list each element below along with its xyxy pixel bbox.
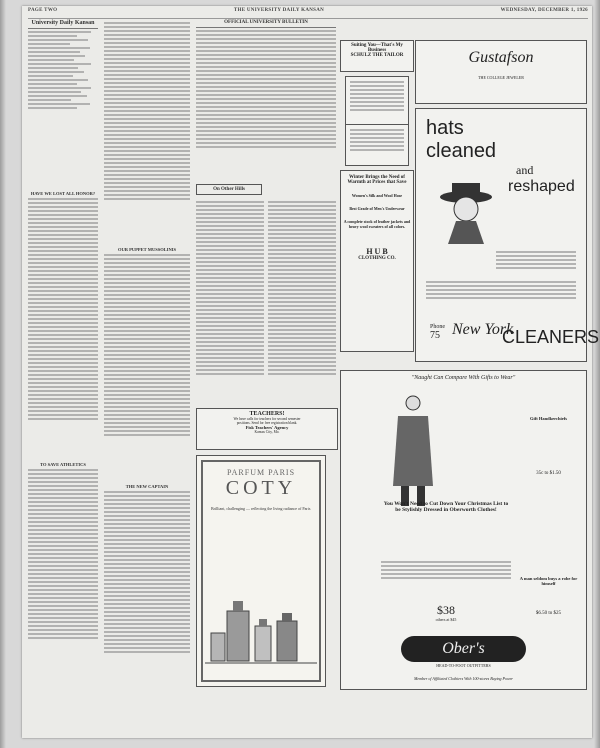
phone-number: 75 [430, 330, 440, 341]
gustafson-jeweler-ad [415, 40, 587, 104]
winter-title: Winter Brings the Need of Warmth at Prices that Save [347, 175, 407, 185]
teachers-city: Kansas City, Mo. [254, 430, 280, 434]
on-other-hills-box [196, 184, 262, 195]
hub-clothing-ad [340, 170, 414, 352]
ober-footer: Member of Affiliated Clothiers With 100-stores Buying Power [414, 676, 513, 681]
col2-heading-2: THE NEW CAPTAIN [125, 484, 169, 489]
coty-perfume-ad [196, 455, 326, 687]
and-word: and [516, 163, 534, 177]
schulz-line-1: Suiting You—That's My [351, 43, 403, 48]
schulz-tailor-ad [340, 40, 414, 72]
teachers-line-1: We have calls for teachers for second semester [233, 417, 301, 421]
bulletin-column [196, 20, 336, 430]
coty-text: Brilliant, challenging — reflecting the living radiance of Paris [211, 506, 311, 511]
teachers-agency-name: Fisk Teachers' Agency [245, 425, 289, 430]
hats-word: hats [426, 117, 464, 139]
gustafson-name: Gustafson [468, 49, 534, 66]
hub-store-name: H U B [366, 247, 388, 256]
teachers-line-2: positions. Send for free registration blank. [236, 421, 298, 425]
gift-2-price: $6.50 to $25 [535, 611, 562, 616]
news-column [104, 20, 190, 732]
cleaned-word: cleaned [426, 140, 497, 162]
teachers-title: TEACHERS! [249, 411, 285, 417]
editorial-text-1 [28, 198, 98, 458]
obers-logo: Ober's [401, 636, 526, 662]
issue-date: WEDNESDAY, DECEMBER 1, 1926 [500, 8, 588, 13]
phone-label: Phone [430, 324, 445, 330]
staff-list [28, 31, 98, 151]
editorial-heading-2: TO SAVE ATHLETICS [40, 462, 86, 467]
obers-outfitters-ad [340, 370, 587, 690]
ober-price: $38 [437, 603, 455, 617]
new-york-cleaners-ad [415, 108, 600, 362]
winter-item-3: A complete stock of leather jackets and heavy wool sweaters of all colors. [343, 219, 411, 229]
hat-man-illustration [436, 179, 496, 244]
col2-heading-1: OUR PUPPET MUSSOLINIS [118, 247, 176, 252]
gift-1-price: 35c to $1.50 [536, 471, 561, 476]
coty-brand: PARFUM PARIS [226, 468, 296, 477]
new-york-logo: New York [452, 321, 514, 338]
teachers-agency-ad [196, 408, 338, 450]
coty-name: COTY [225, 477, 297, 499]
winter-item-1: Women's Silk and Wool Hose [351, 193, 403, 198]
schulz-line-3: SCHULZ THE TAILOR [350, 53, 404, 58]
ober-slogan: "Naught Can Compare With Gifts to Wear" [411, 375, 516, 381]
perfume-bottles-illustration [197, 571, 325, 681]
gift-1-title: Gift Handkerchiefs [529, 416, 568, 421]
winter-item-2: Best Grade of Men's Underwear [349, 206, 405, 211]
editorial-column [28, 20, 98, 732]
gift-2-title: A man seldom buys a robe for himself [519, 576, 578, 586]
newspaper-name: THE UNIVERSITY DAILY KANSAN [233, 8, 325, 13]
masthead-title: University Daily Kansan [31, 20, 95, 26]
man-in-coat-illustration [383, 391, 443, 511]
obers-logo-sub: HEAD-TO-FOOT OUTFITTERS [436, 663, 491, 668]
ober-price-note: others at $45 [435, 617, 457, 622]
page-number: PAGE TWO [28, 8, 58, 13]
hub-store-name-2: CLOTHING CO. [358, 256, 396, 261]
page-header [28, 8, 588, 19]
cleaners-word: CLEANERS [502, 327, 600, 347]
new-shaker-ad [345, 76, 409, 128]
schulz-line-2: Business [367, 48, 387, 53]
gustafson-sub: THE COLLEGE JEWELER [478, 75, 524, 80]
reshaped-word: reshaped [508, 178, 575, 195]
editorial-heading-1: HAVE WE LOST ALL HONOR? [30, 191, 96, 196]
bulletin-title: OFFICIAL UNIVERSITY BULLETIN [224, 20, 308, 25]
new-student-ad [345, 124, 409, 166]
ober-headline: You Won't Need to Cut Down Your Christmas List to be Stylishly Dressed in Oberworth Clothes! [383, 501, 509, 513]
editorial-text-2 [28, 469, 98, 679]
on-other-hills-title: On Other Hills [213, 187, 245, 192]
